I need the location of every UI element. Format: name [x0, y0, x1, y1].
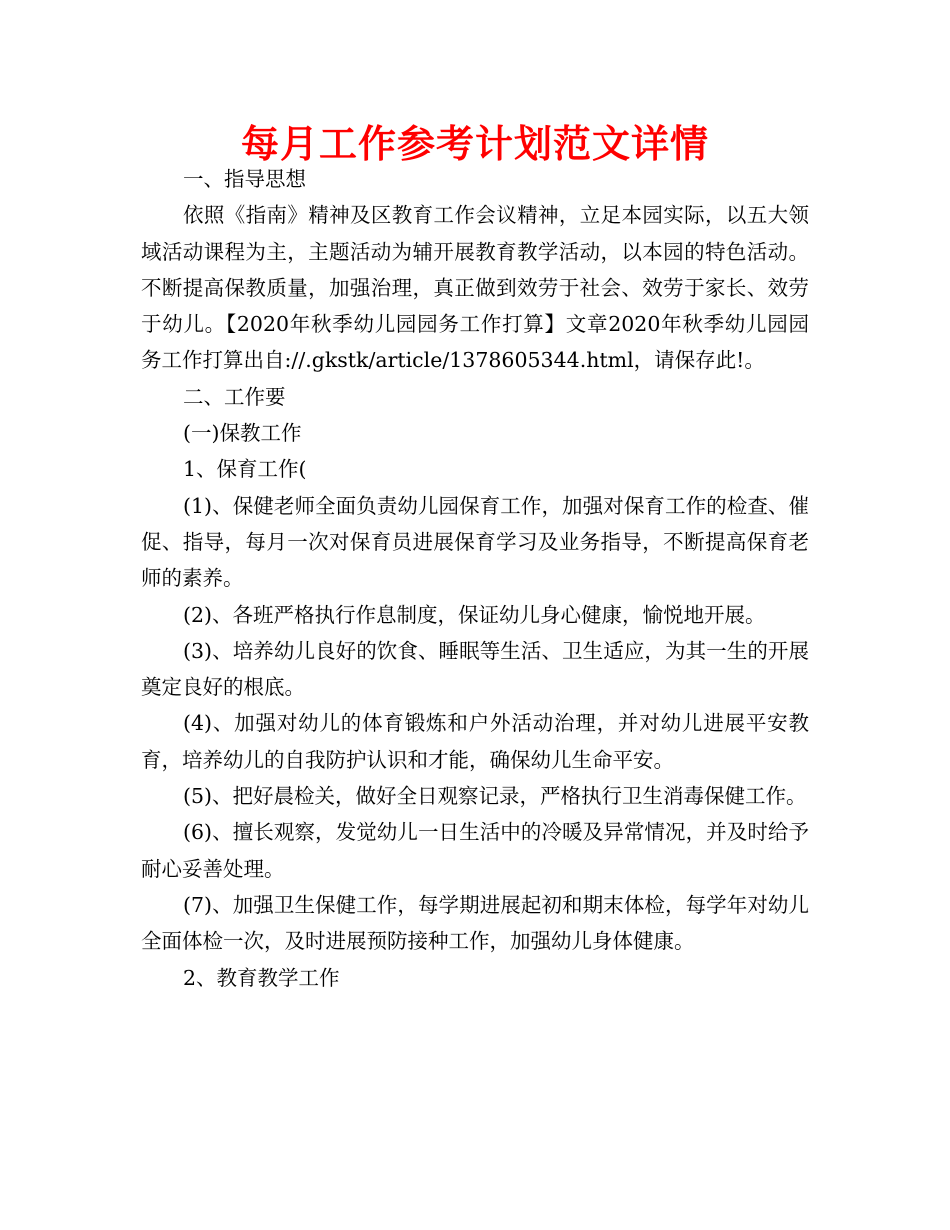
list-item-1: (1)、保健老师全面负责幼儿园保育工作，加强对保育工作的检查、催促、指导，每月一次对保育员进展保育学习及业务指导，不断提高保育老师的素养。: [141, 493, 809, 591]
paragraph-guiding-ideology: 依照《指南》精神及区教育工作会议精神，立足本园实际，以五大领域活动课程为主，主题活动为辅开展教育教学活动，以本园的特色活动。不断提高保教质量，加强治理，真正做到效劳于社会、效劳于家长、效劳于幼儿。【2020年秋季幼儿园园务工作打算】文章2020年秋季幼儿园园务工作打算出自://.gkstk/article/1378605344.html，请保存此!。: [141, 203, 809, 373]
subheading-care-education: (一)保教工作: [183, 421, 302, 446]
document-title: 每月工作参考计划范文详情: [240, 122, 709, 166]
list-item-3: (3)、培养幼儿良好的饮食、睡眠等生活、卫生适应，为其一生的开展奠定良好的根底。: [141, 638, 809, 700]
list-item-6: (6)、擅长观察，发觉幼儿一日生活中的冷暖及异常情况，并及时给予耐心妥善处理。: [141, 820, 809, 881]
list-item-5: (5)、把好晨检关，做好全日观察记录，严格执行卫生消毒保健工作。: [183, 784, 807, 809]
subheading-care-work: 1、保育工作(: [183, 457, 307, 482]
document-body: [141, 161, 809, 996]
heading-work-requirements: 二、工作要: [183, 384, 286, 409]
list-item-2: (2)、各班严格执行作息制度，保证幼儿身心健康，愉悦地开展。: [183, 602, 766, 627]
subheading-teaching-work: 2、教育教学工作: [183, 965, 340, 990]
list-item-7: (7)、加强卫生保健工作，每学期进展起初和期末体检，每学年对幼儿全面体检一次，及时进展预防接种工作，加强幼儿身体健康。: [141, 892, 809, 954]
heading-guiding-ideology: 一、指导思想: [183, 167, 306, 191]
list-item-4: (4)、加强对幼儿的体育锻炼和户外活动治理，并对幼儿进展平安教育，培养幼儿的自我防护认识和才能，确保幼儿生命平安。: [141, 711, 809, 772]
